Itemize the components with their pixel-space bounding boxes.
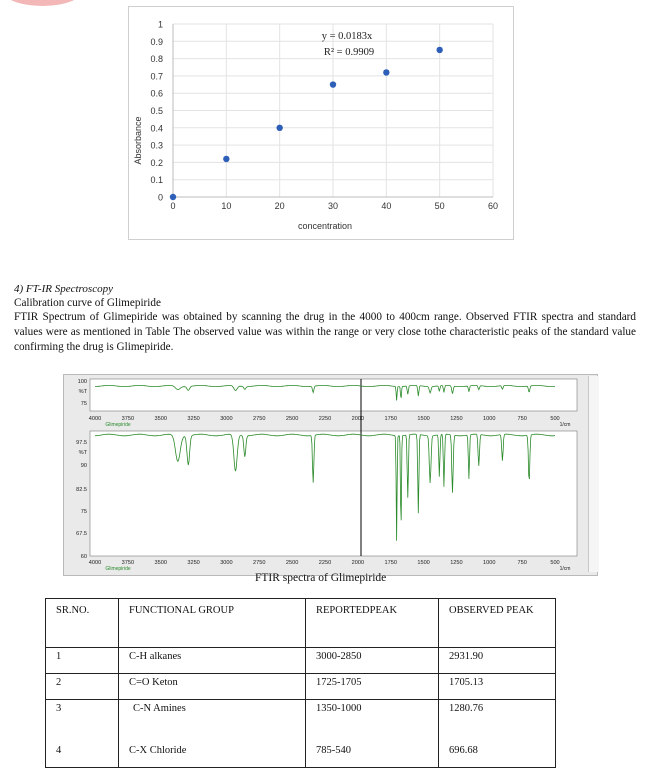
ftir-bottom-y-tick: 97.5 <box>76 440 87 446</box>
x-axis-label: concentration <box>297 221 353 231</box>
ftir-top-y-tick: %T <box>78 389 87 395</box>
data-point <box>330 81 336 87</box>
ftir-spectrum-svg <box>64 375 597 575</box>
ftir-top-x-tick: 2250 <box>318 416 332 422</box>
section-subtitle: Calibration curve of Glimepiride <box>14 297 161 309</box>
ftir-bottom-x-tick: 1000 <box>483 560 496 566</box>
table-row <box>46 700 556 726</box>
ftir-bottom-y-tick: 67.5 <box>76 531 87 537</box>
ftir-spectrum-figure <box>63 374 598 576</box>
cell-functional-group: C=O Keton <box>119 674 306 700</box>
y-tick-label: 0.8 <box>150 54 163 65</box>
ftir-top-x-tick: 2750 <box>253 416 266 422</box>
data-point <box>276 125 282 131</box>
ftir-top-x-tick: 3250 <box>187 416 200 422</box>
cell-observed-peak: 1280.76 <box>439 700 556 726</box>
header-reported-peak: REPORTEDPEAK <box>306 599 439 648</box>
ftir-bottom-x-tick: 1500 <box>417 560 430 566</box>
ftir-bottom-x-tick: 750 <box>517 560 527 566</box>
table-row <box>46 648 556 674</box>
y-tick-label: 1 <box>157 19 163 30</box>
ftir-bottom-y-tick: 75 <box>80 509 87 515</box>
ftir-bottom-x-tick: 3000 <box>220 560 233 566</box>
calibration-chart <box>128 6 514 240</box>
header-observed-peak: OBSERVED PEAK <box>439 599 556 648</box>
cell-reported-peak: 785-540 <box>306 742 439 768</box>
ftir-bottom-y-tick: 90 <box>80 463 87 469</box>
r-squared-label: R² = 0.9909 <box>323 47 375 58</box>
ftir-top-x-tick: 2500 <box>285 416 299 422</box>
y-tick-label: 0.9 <box>150 36 163 47</box>
y-tick-label: 0.6 <box>150 88 163 99</box>
ftir-top-x-tick: 4000 <box>88 416 102 422</box>
y-tick-label: 0.5 <box>150 106 163 116</box>
ftir-top-x-tick: 1750 <box>384 416 397 422</box>
ftir-bottom-x-tick: 3500 <box>154 560 167 566</box>
data-point <box>383 69 389 75</box>
section-paragraph: FTIR Spectrum of Glimepiride was obtained by scanning the drug in the 4000 to 400cm range. Observed FTIR spectra and standard values were as mentioned in Table The observed value was within the range or very close tothe characteristic peaks of the standard value confirming the drug is Glimepiride. <box>14 311 636 353</box>
x-tick-label: 0 <box>170 201 176 211</box>
cell-observed-peak: 1705.13 <box>439 674 556 700</box>
ftir-bottom-x-tick: 1250 <box>450 560 463 566</box>
header-functional-group: FUNCTIONAL GROUP <box>119 599 306 648</box>
ftir-bottom-x-tick: 4000 <box>88 560 102 566</box>
ftir-top-y-tick: 75 <box>80 401 87 407</box>
y-tick-label: 0.7 <box>150 71 163 82</box>
ftir-bottom-y-tick: 82.5 <box>76 487 87 493</box>
ftir-top-x-tick: 500 <box>550 416 560 422</box>
ftir-top-x-tick: 3500 <box>154 416 167 422</box>
data-point <box>170 194 176 200</box>
ftir-bottom-panel <box>90 431 577 556</box>
cell-sr-no: 3 <box>46 700 119 726</box>
ftir-top-x-tick: 1000 <box>483 416 496 422</box>
section-heading: 4) FT-IR Spectroscopy <box>14 283 113 295</box>
data-point <box>223 156 229 162</box>
ftir-top-x-tick: 3750 <box>121 416 135 422</box>
y-tick-label: 0.4 <box>150 123 163 134</box>
ftir-bottom-x-tick: 1750 <box>384 560 397 566</box>
ftir-top-x-tick: 3000 <box>220 416 233 422</box>
x-tick-label: 20 <box>274 201 285 211</box>
ftir-bottom-y-tick: %T <box>78 450 87 456</box>
y-tick-label: 0.1 <box>150 175 163 186</box>
header-sr-no: SR.NO. <box>46 599 119 648</box>
ftir-top-x-tick: 1250 <box>450 416 463 422</box>
cell-reported-peak: 1350-1000 <box>306 700 439 726</box>
x-tick-label: 40 <box>381 201 392 211</box>
ftir-top-x-tick: 750 <box>517 416 527 422</box>
x-tick-label: 10 <box>221 201 232 211</box>
y-tick-label: 0.2 <box>150 157 163 168</box>
y-axis-label: Absorbance <box>133 116 143 165</box>
ftir-top-y-tick: 100 <box>77 379 87 385</box>
table-row <box>46 742 556 768</box>
trendline-equation: y = 0.0183x <box>321 31 373 42</box>
decorative-shape <box>0 0 85 6</box>
ftir-caption: FTIR spectra of Glimepiride <box>255 572 387 584</box>
cell-reported-peak: 1725-1705 <box>306 674 439 700</box>
cell-functional-group: C-N Amines <box>119 700 306 726</box>
functional-group-table <box>45 598 556 768</box>
ftir-bottom-x-tick: 2750 <box>253 560 266 566</box>
ftir-bottom-x-tick: 2250 <box>318 560 332 566</box>
x-tick-label: 50 <box>434 201 445 211</box>
ftir-bottom-unit: 1/cm <box>559 566 571 572</box>
cell-functional-group: C-H alkanes <box>119 648 306 674</box>
cell-observed-peak: 2931.90 <box>439 648 556 674</box>
cell-functional-group: C-X Chloride <box>119 742 306 768</box>
data-point <box>436 47 442 53</box>
y-tick-label: 0.3 <box>150 140 163 151</box>
ftir-top-panel <box>90 379 577 411</box>
table-spacer-row <box>46 725 556 742</box>
table-row <box>46 674 556 700</box>
cell-sr-no: 4 <box>46 742 119 768</box>
ftir-bottom-x-tick: 2000 <box>351 560 365 566</box>
ftir-bottom-x-tick: 3750 <box>121 560 135 566</box>
cell-sr-no: 2 <box>46 674 119 700</box>
cell-reported-peak: 3000-2850 <box>306 648 439 674</box>
ftir-bottom-x-tick: 2500 <box>285 560 299 566</box>
ftir-bottom-x-tick: 3250 <box>187 560 200 566</box>
y-tick-label: 0 <box>157 192 163 203</box>
cell-sr-no: 1 <box>46 648 119 674</box>
x-tick-label: 30 <box>327 201 339 211</box>
ftir-bottom-y-tick: 60 <box>80 554 87 560</box>
ftir-scrollbar <box>588 376 599 572</box>
ftir-bottom-x-tick: 500 <box>550 560 560 566</box>
table-header-row <box>46 599 556 648</box>
ftir-top-x-tick: 2000 <box>351 416 365 422</box>
ftir-top-sample-label: Glimepiride <box>105 422 131 428</box>
ftir-bottom-sample-label: Glimepiride <box>105 566 131 572</box>
calibration-chart-svg <box>129 7 513 239</box>
cell-observed-peak: 696.68 <box>439 742 556 768</box>
ftir-top-x-tick: 1500 <box>417 416 430 422</box>
x-tick-label: 60 <box>487 201 499 211</box>
ftir-top-unit: 1/cm <box>559 422 571 428</box>
